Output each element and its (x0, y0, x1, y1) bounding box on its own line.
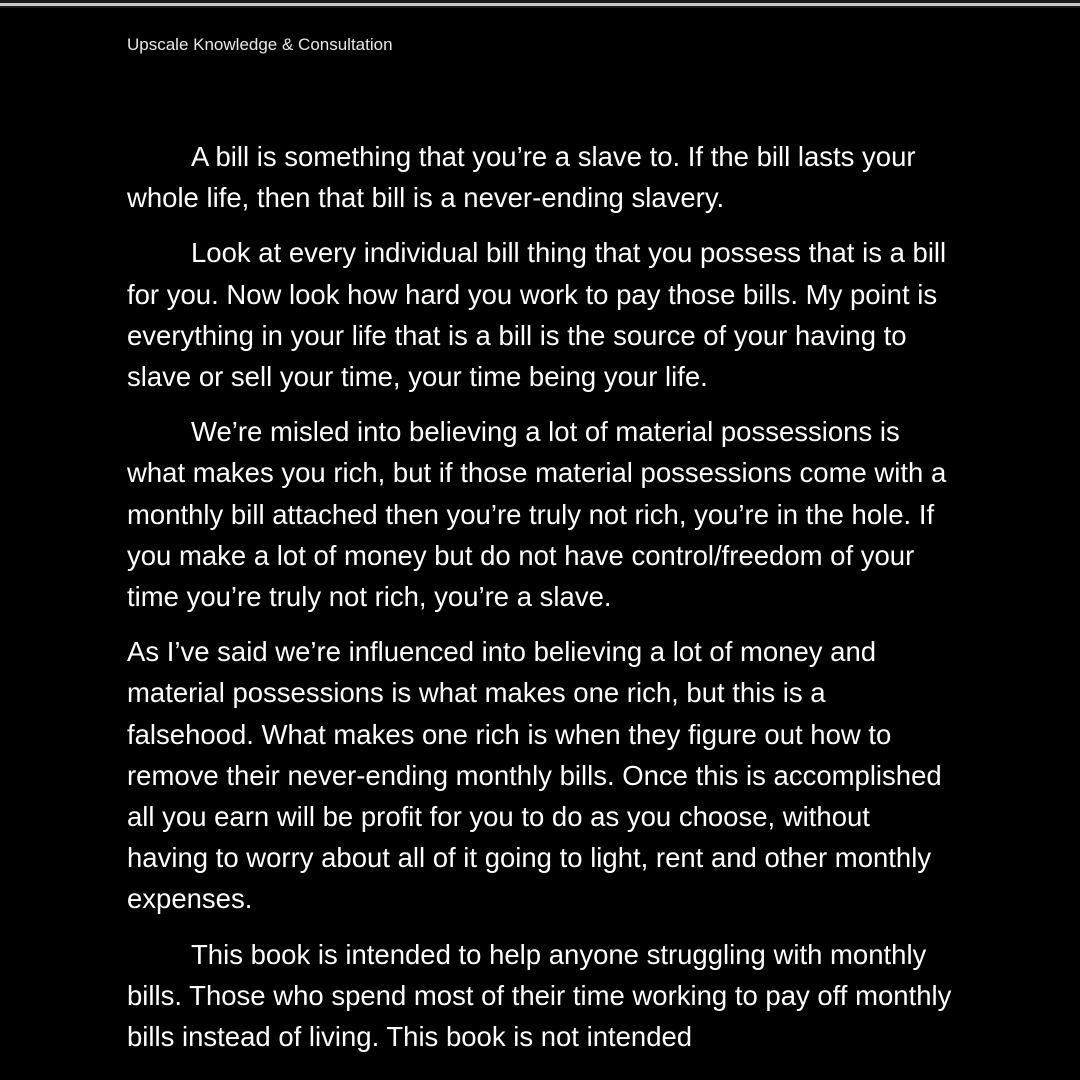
paragraph-4: As I’ve said we’re influenced into believing a lot of money and material possessions is what makes one rich, but this is a falsehood. What makes one rich is when they figure out how to remove their never-ending monthly bills. Once this is accomplished all you earn will be profit for you to do as you choose, without having to worry about all of it going to light, rent and other monthly expenses. (127, 636, 942, 915)
top-border-line (0, 3, 1080, 6)
paragraph-3: We’re misled into believing a lot of material possessions is what makes you rich, but if those material possessions come with a monthly bill attached then you’re truly not rich, you’re in the hole. If you make a lot of money but do not have control/freedom of your time you’re truly not rich, you’re a slave. (127, 416, 947, 613)
paragraph-5: This book is intended to help anyone struggling with monthly bills. Those who spend most of their time working to pay off monthly bills instead of living. This book is not intended (127, 938, 952, 1053)
paragraph-2: Look at every individual bill thing that you possess that is a bill for you. Now look how hard you work to pay those bills. My point is everything in your life that is a bill is the source of your having to slave or sell your time, your time being your life. (127, 237, 947, 393)
paragraph-1: A bill is something that you’re a slave to. If the bill lasts your whole life, then that bill is a never-ending slavery. (127, 141, 916, 214)
top-border (0, 0, 1080, 8)
document-body (127, 136, 957, 1071)
page-header: Upscale Knowledge & Consultation (127, 35, 393, 54)
